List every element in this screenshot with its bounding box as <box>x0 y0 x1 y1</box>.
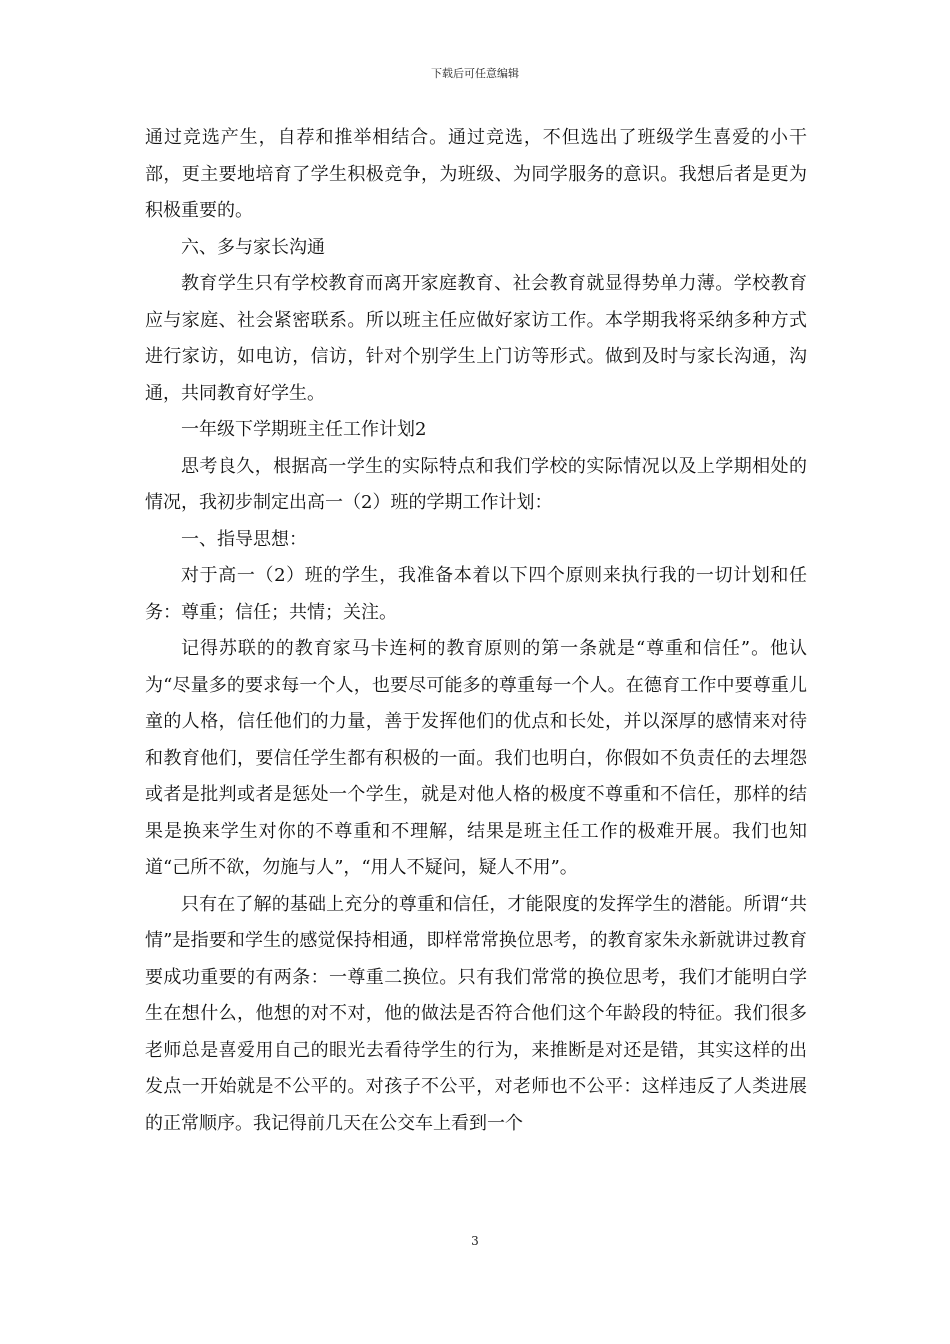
section-heading-one: 一、指导思想： <box>181 528 307 550</box>
paragraph-2: 教育学生只有学校教育而离开家庭教育、社会教育就显得势单力薄。学校教育应与家庭、社会紧密联系。所以班主任应做好家访工作。本学期我将采纳多种方式进行家访，如电访，信访，针对个别学生上门访等形式。做到及时与家长沟通，沟通，共同教育好学生。 <box>145 273 807 404</box>
paragraph-4: 对于高一（2）班的学生，我准备本着以下四个原则来执行我的一切计划和任务：尊重；信任；共情；关注。 <box>145 565 807 623</box>
paragraph-5: 记得苏联的的教育家马卡连柯的教育原则的第一条就是“尊重和信任”。他认为“尽量多的要求每一个人，也要尽可能多的尊重每一个人。在德育工作中要尊重儿童的人格，信任他们的力量，善于发挥他们的优点和长处，并以深厚的感情来对待和教育他们，要信任学生都有积极的一面。我们也明白，你假如不负责任的去埋怨或者是批判或者是惩处一个学生，就是对他人格的极度不尊重和不信任，那样的结果是换来学生对你的不尊重和不理解，结果是班主任工作的极难开展。我们也知道“己所不欲，勿施与人”，“用人不疑问，疑人不用”。 <box>145 638 807 878</box>
paragraph-6: 只有在了解的基础上充分的尊重和信任，才能限度的发挥学生的潜能。所谓“共情”是指要和学生的感觉保持相通，即样常常换位思考，的教育家朱永新就讲过教育要成功重要的有两条：一尊重二换位。只有我们常常的换位思考，我们才能明白学生在想什么，他想的对不对，他的做法是否符合他们这个年龄段的特征。我们很多老师总是喜爱用自己的眼光去看待学生的行为，来推断是对还是错，其实这样的出发点一开始就是不公平的。对孩子不公平，对老师也不公平：这样违反了人类进展的正常顺序。我记得前几天在公交车上看到一个 <box>145 893 807 1134</box>
page-number: 3 <box>471 1234 479 1248</box>
page-header: 下载后可任意编辑 <box>431 67 519 80</box>
document-subtitle: 一年级下学期班主任工作计划2 <box>181 419 427 440</box>
paragraph-3: 思考良久，根据高一学生的实际特点和我们学校的实际情况以及上学期相处的情况，我初步制定出高一（2）班的学期工作计划： <box>145 455 807 513</box>
document-body <box>145 120 807 1142</box>
section-heading-six: 六、多与家长沟通 <box>181 236 325 258</box>
paragraph-1: 通过竞选产生，自荐和推举相结合。通过竞选，不但选出了班级学生喜爱的小干部，更主要地培育了学生积极竞争，为班级、为同学服务的意识。我想后者是更为积极重要的。 <box>145 127 807 221</box>
